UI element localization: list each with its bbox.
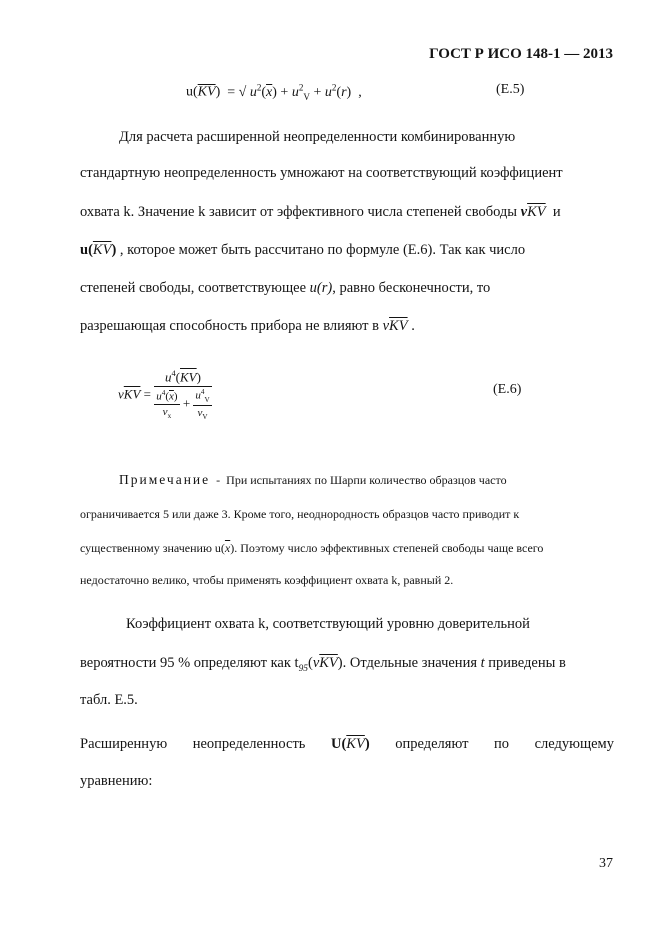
para1-line3: охвата k. Значение k зависит от эффективного числа степеней свободы $\nu\overline{KV}$ и bbox=[80, 204, 561, 220]
para1-line6-text: разрешающая способность прибора не влияют в bbox=[80, 318, 379, 334]
para2-line3: табл. Е.5. bbox=[80, 692, 138, 708]
para3-line2: уравнению: bbox=[80, 773, 153, 789]
para2-line2-end: приведены в bbox=[488, 655, 566, 671]
document-header: ГОСТ Р ИСО 148-1 — 2013 bbox=[429, 46, 613, 62]
equation-e5-number: (Е.5) bbox=[496, 82, 525, 97]
equation-e6: $\nu\overline{KV}$ = $u^4(\overline{KV})$ $\frac{u^4(\overline{x})}{\nu_x}$ + $\frac{u^4_V}{\nu_V}$ bbox=[118, 368, 210, 422]
note-line2: ограничивается 5 или даже 3. Кроме того, неоднородность образцов часто приводит к bbox=[80, 507, 520, 521]
para1-line6: разрешающая способность прибора не влияют в $\nu\overline{KV}$ . bbox=[80, 318, 415, 334]
para1-line2: стандартную неопределенность умножают на соответствующий коэффициент bbox=[80, 165, 563, 181]
para1-line5-end: , равно бесконечности, то bbox=[332, 280, 491, 296]
para3-word-3: определяют bbox=[395, 736, 469, 752]
note-line3-end: . Поэтому число эффективных степеней свободы чаще всего bbox=[234, 541, 544, 555]
para3-word-2: неопределенность bbox=[192, 736, 306, 752]
para2-line1: Коэффициент охвата k, соответствующий уровню доверительной bbox=[126, 616, 530, 632]
equation-e6-number: (Е.6) bbox=[493, 382, 522, 397]
note-line4: недостаточно велико, чтобы применять коэффициент охвата k, равный 2. bbox=[80, 573, 454, 587]
note-line3: существенному значению $u(\overline{x})$. Поэтому число эффективных степеней свободы чаще всего bbox=[80, 541, 544, 555]
para3-word-4: по bbox=[494, 736, 510, 752]
equation-e5: $u(\overline{KV})$ = √ $u^2(\overline{x}) + u^2_V + u^2(r)$ , bbox=[186, 82, 362, 102]
note-dash: - bbox=[216, 473, 221, 487]
note-line3-text: существенному значению bbox=[80, 541, 212, 555]
para1-line4: $u(\overline{KV})$ , которое может быть рассчитано по формуле (Е.6). Так как число bbox=[80, 242, 526, 258]
para2-line2-text: вероятности 95 % определяют как bbox=[80, 655, 291, 671]
para3-formula: $U(\overline{KV})$ bbox=[330, 736, 370, 752]
para3-word-1: Расширенную bbox=[80, 736, 168, 752]
note-line1 bbox=[119, 472, 507, 488]
note-line1-text: При испытаниях по Шарпи количество образцов часто bbox=[226, 473, 507, 487]
para1-line1: Для расчета расширенной неопределенности комбинированную bbox=[119, 129, 516, 145]
para1-line5: степеней свободы, соответствующее u(r), равно бесконечности, то bbox=[80, 280, 491, 296]
note-label: Примечание bbox=[119, 472, 211, 487]
page-number: 37 bbox=[599, 856, 613, 871]
para3-line1 bbox=[80, 736, 614, 753]
para1-line3-end: и bbox=[552, 204, 561, 220]
para2-line2-mid: . Отдельные значения bbox=[342, 655, 477, 671]
para2-line2: вероятности 95 % определяют как $t_{95}(\nu\overline{KV})$. Отдельные значения t приведены в bbox=[80, 655, 566, 674]
para3-word-5: следующему bbox=[534, 736, 614, 752]
para1-line4-text: , которое может быть рассчитано по формуле (Е.6). Так как число bbox=[119, 242, 526, 258]
para1-line5-text: степеней свободы, соответствующее bbox=[80, 280, 307, 296]
para1-line3-text: охвата k. Значение k зависит от эффективного числа степеней свободы bbox=[80, 204, 518, 220]
